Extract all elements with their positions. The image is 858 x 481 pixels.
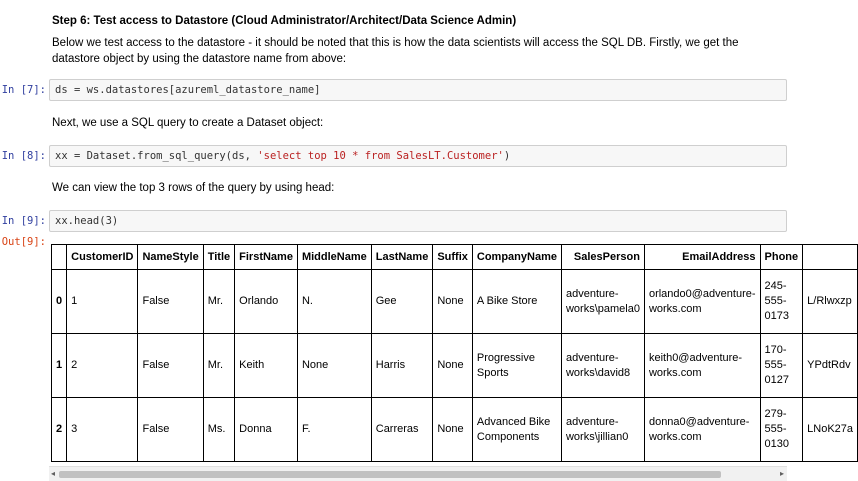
column-header: Suffix	[433, 245, 473, 270]
table-cell: Harris	[371, 334, 433, 398]
head-description: We can view the top 3 rows of the query by using head:	[52, 182, 335, 194]
cell7-prompt: In [7]:	[1, 84, 46, 96]
markdown-head	[52, 180, 787, 196]
cell9-prompt: In [9]:	[1, 215, 46, 227]
cell9-code-input[interactable]	[49, 210, 787, 232]
cell8-code-string: 'select top 10 * from SalesLT.Customer'	[257, 150, 504, 162]
column-header: EmailAddress	[644, 245, 760, 270]
table-cell: None	[297, 334, 371, 398]
table-cell: Donna	[235, 398, 298, 462]
cell8-code-prefix: xx = Dataset.from_sql_query(ds,	[55, 150, 258, 162]
column-header: FirstName	[235, 245, 298, 270]
column-header: CompanyName	[472, 245, 561, 270]
table-cell: A Bike Store	[472, 270, 561, 334]
table-cell: Mr.	[203, 270, 234, 334]
table-cell: adventure-works\pamela0	[561, 270, 644, 334]
table-cell: LNoK27a	[803, 398, 858, 462]
cell8-code-suffix: )	[503, 150, 511, 162]
table-cell: L/Rlwxzp	[803, 270, 858, 334]
cell8-code-input[interactable]	[49, 145, 787, 167]
table-cell: keith0@adventure-works.com	[644, 334, 760, 398]
markdown-dataset	[52, 115, 787, 131]
table-cell: None	[433, 334, 473, 398]
table-cell: Ms.	[203, 398, 234, 462]
scroll-right-icon[interactable]: ▸	[779, 469, 784, 478]
step6-heading: Step 6: Test access to Datastore (Cloud Administrator/Architect/Data Science Admin)	[52, 15, 517, 27]
table-cell: Progressive Sports	[472, 334, 561, 398]
row-index: 1	[52, 334, 67, 398]
step6-description: Below we test access to the datastore - it should be noted that this is how the data scientists will access the SQL DB. Firstly, we get the datastore object by using the datastore name from above:	[52, 37, 739, 65]
table-cell: adventure-works\david8	[561, 334, 644, 398]
dataframe-table	[51, 244, 858, 462]
table-cell: Carreras	[371, 398, 433, 462]
column-header: Title	[203, 245, 234, 270]
column-header: NameStyle	[138, 245, 203, 270]
markdown-step6	[52, 13, 787, 67]
cell9-code: xx.head(3)	[55, 215, 119, 227]
table-cell: False	[138, 398, 203, 462]
table-cell: 3	[67, 398, 138, 462]
index-header	[52, 245, 67, 270]
table-cell: F.	[297, 398, 371, 462]
column-header: SalesPerson	[561, 245, 644, 270]
row-index: 2	[52, 398, 67, 462]
scrollbar-thumb[interactable]	[59, 471, 721, 478]
table-row	[52, 398, 858, 462]
cell7-code: ds = ws.datastores[azureml_datastore_name]	[55, 84, 321, 96]
table-cell: False	[138, 270, 203, 334]
dataset-description: Next, we use a SQL query to create a Dataset object:	[52, 117, 324, 129]
table-cell: Gee	[371, 270, 433, 334]
table-cell: YPdtRdv	[803, 334, 858, 398]
table-cell: N.	[297, 270, 371, 334]
column-header	[803, 245, 858, 270]
table-cell: Mr.	[203, 334, 234, 398]
table-row	[52, 334, 858, 398]
cell8-prompt: In [8]:	[1, 150, 46, 162]
column-header: LastName	[371, 245, 433, 270]
column-header: Phone	[760, 245, 803, 270]
row-index: 0	[52, 270, 67, 334]
table-cell: False	[138, 334, 203, 398]
column-header: MiddleName	[297, 245, 371, 270]
table-header-row	[52, 245, 858, 270]
table-cell: Keith	[235, 334, 298, 398]
table-cell: Advanced Bike Components	[472, 398, 561, 462]
table-cell: donna0@adventure-works.com	[644, 398, 760, 462]
table-cell: 1	[67, 270, 138, 334]
table-cell: None	[433, 398, 473, 462]
cell9-out-prompt: Out[9]:	[1, 236, 46, 248]
table-cell: Orlando	[235, 270, 298, 334]
table-row	[52, 270, 858, 334]
table-cell: orlando0@adventure-works.com	[644, 270, 760, 334]
table-cell: adventure-works\jillian0	[561, 398, 644, 462]
table-cell: 279-555-0130	[760, 398, 803, 462]
table-cell: 170-555-0127	[760, 334, 803, 398]
horizontal-scrollbar[interactable]	[49, 466, 787, 481]
table-cell: None	[433, 270, 473, 334]
scroll-left-icon[interactable]: ◂	[51, 469, 56, 478]
cell7-code-input[interactable]	[49, 79, 787, 101]
cell9-output-area[interactable]	[51, 244, 854, 466]
table-cell: 2	[67, 334, 138, 398]
table-cell: 245-555-0173	[760, 270, 803, 334]
column-header: CustomerID	[67, 245, 138, 270]
